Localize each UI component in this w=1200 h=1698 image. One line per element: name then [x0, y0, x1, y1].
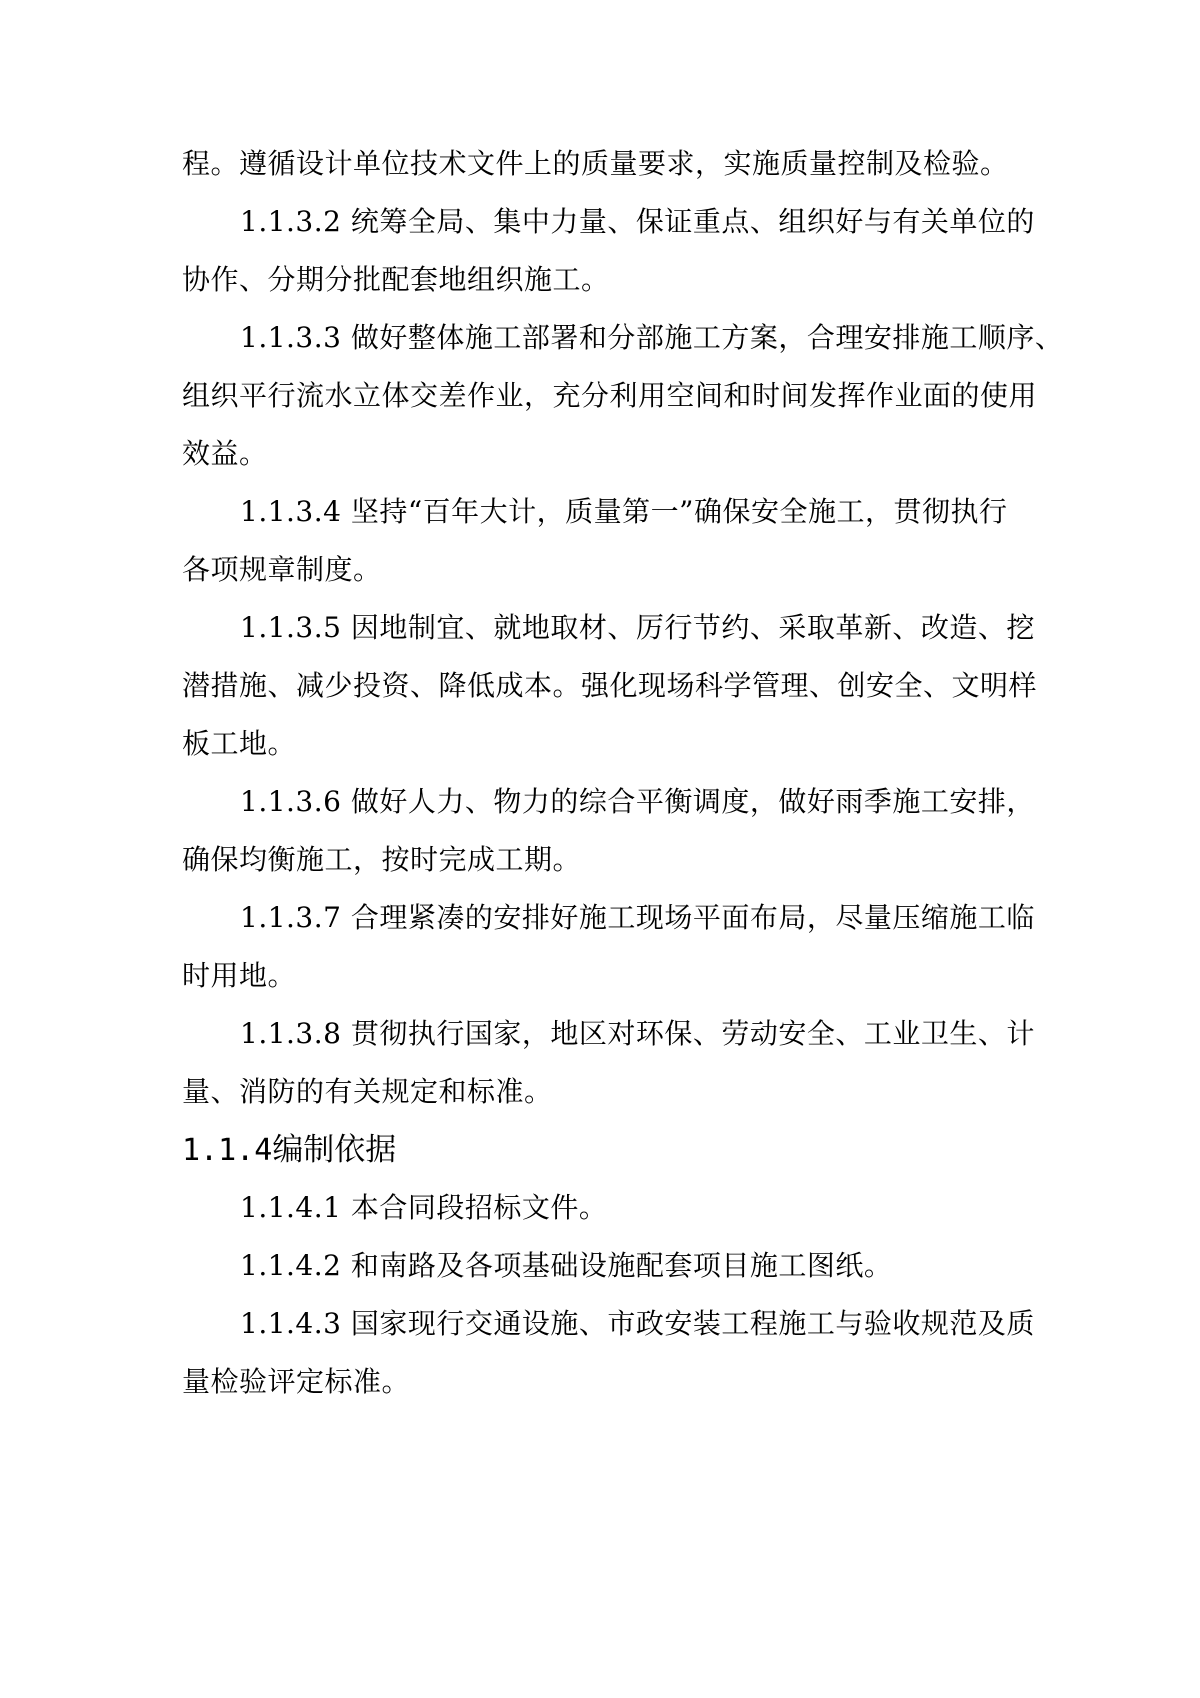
section-heading: [182, 1130, 396, 1171]
paragraph-line: 1.1.4.3 国家现行交通设施、市政安装工程施工与验收规范及质: [240, 1307, 1035, 1340]
paragraph-line: 1.1.3.7 合理紧凑的安排好施工现场平面布局，尽量压缩施工临: [240, 901, 1035, 934]
paragraph-line: 1.1.3.8 贯彻执行国家，地区对环保、劳动安全、工业卫生、计: [240, 1017, 1035, 1050]
paragraph-line: 1.1.4.1 本合同段招标文件。: [240, 1191, 608, 1224]
paragraph-line: 组织平行流水立体交差作业，充分利用空间和时间发挥作业面的使用: [182, 379, 1038, 412]
paragraph-line: 潜措施、减少投资、降低成本。强化现场科学管理、创安全、文明样: [182, 669, 1038, 702]
paragraph-line: 效益。: [182, 437, 268, 470]
paragraph-line: 1.1.3.5 因地制宜、就地取材、厉行节约、采取革新、改造、挖: [240, 611, 1035, 644]
paragraph-line: 1.1.3.6 做好人力、物力的综合平衡调度，做好雨季施工安排，: [240, 785, 1035, 818]
paragraph-line: 各项规章制度。: [182, 553, 382, 586]
paragraph-line: 1.1.3.2 统筹全局、集中力量、保证重点、组织好与有关单位的: [240, 205, 1035, 238]
paragraph-line: 1.1.3.4 坚持“百年大计，质量第一”确保安全施工，贯彻执行: [240, 495, 1008, 528]
paragraph-line: 1.1.4.2 和南路及各项基础设施配套项目施工图纸。: [240, 1249, 893, 1282]
paragraph-line: 量检验评定标准。: [182, 1365, 411, 1398]
paragraph-line: 协作、分期分批配套地组织施工。: [182, 263, 610, 296]
paragraph-line: 1.1.3.3 做好整体施工部署和分部施工方案，合理安排施工顺序、: [240, 321, 1064, 354]
section-number: 1.1.4: [182, 1133, 273, 1168]
paragraph-line: 程。遵循设计单位技术文件上的质量要求，实施质量控制及检验。: [182, 147, 1009, 180]
paragraph-line: 板工地。: [182, 727, 297, 760]
paragraph-line: 确保均衡施工，按时完成工期。: [182, 843, 582, 876]
section-title: 编制依据: [272, 1132, 397, 1168]
paragraph-line: 时用地。: [182, 959, 297, 992]
paragraph-line: 量、消防的有关规定和标准。: [182, 1075, 553, 1108]
